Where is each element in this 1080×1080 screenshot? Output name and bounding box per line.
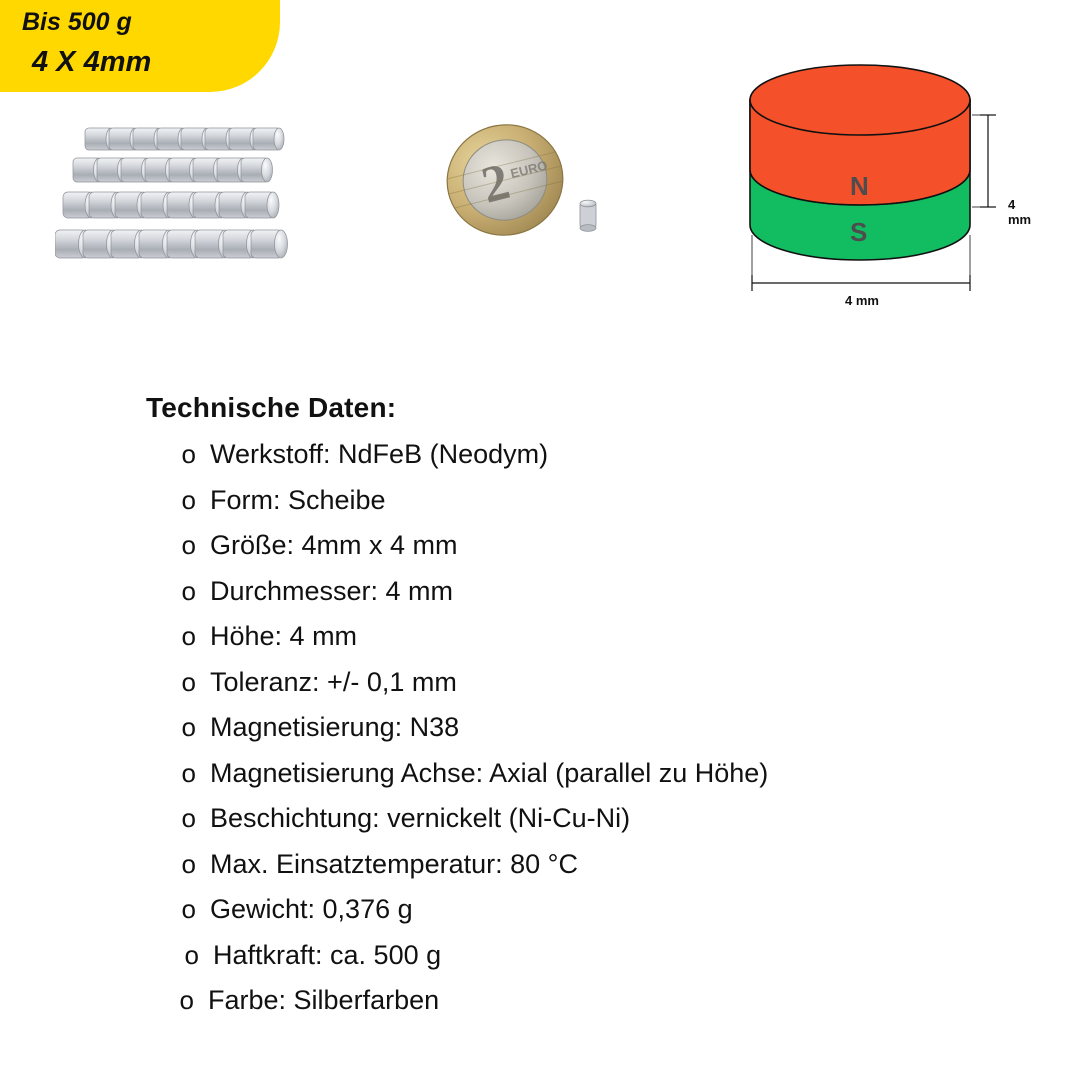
spec-value: Werkstoff: NdFeB (Neodym) — [210, 439, 549, 469]
width-dimension-label: 4 mm — [845, 293, 879, 308]
bullet-marker: o — [181, 530, 196, 560]
list-item — [0, 432, 1080, 478]
bullet-marker: o — [181, 666, 196, 697]
bullet-marker: o — [181, 712, 196, 742]
spec-value: Höhe: 4 mm — [210, 621, 358, 651]
bullet-marker: o — [179, 985, 194, 1015]
magnet-stack-illustration — [55, 120, 305, 310]
bullet-marker: o — [181, 439, 196, 469]
spec-value: Durchmesser: 4 mm — [210, 575, 454, 606]
height-dimension-label: 4 mm — [1008, 197, 1032, 227]
spec-value: Größe: 4mm x 4 mm — [210, 530, 458, 560]
list-item — [0, 933, 1080, 979]
list-item — [0, 478, 1080, 524]
list-item — [0, 751, 1080, 797]
coin-illustration — [440, 120, 640, 260]
north-pole-label: N — [850, 171, 869, 201]
promo-badge — [0, 0, 280, 92]
bullet-marker: o — [181, 575, 196, 606]
specs-list — [0, 432, 1080, 1024]
spec-value: Beschichtung: vernickelt (Ni-Cu-Ni) — [210, 803, 631, 833]
spec-value: Max. Einsatztemperatur: 80 °C — [210, 848, 578, 879]
bullet-marker: o — [181, 894, 196, 924]
specs-title: Technische Daten: — [146, 392, 397, 423]
list-item — [0, 523, 1080, 569]
spec-value: Magnetisierung Achse: Axial (parallel zu Höhe) — [210, 757, 769, 788]
spec-value: Gewicht: 0,376 g — [210, 894, 413, 924]
south-pole-label: S — [850, 217, 868, 247]
magnet-stack-photo — [55, 120, 305, 310]
list-item — [0, 887, 1080, 933]
dimension-diagram — [740, 55, 1040, 320]
svg-text:2: 2 — [476, 153, 516, 215]
list-item — [0, 796, 1080, 842]
euro-coin-size-comparison — [440, 120, 640, 260]
list-item — [0, 842, 1080, 888]
spec-value: Toleranz: +/- 0,1 mm — [210, 666, 457, 697]
list-item — [0, 569, 1080, 615]
bullet-marker: o — [181, 484, 196, 515]
spec-value: Farbe: Silberfarben — [208, 985, 440, 1015]
list-item — [0, 705, 1080, 751]
bullet-marker: o — [181, 848, 196, 879]
bullet-marker: o — [184, 939, 199, 970]
list-item — [0, 614, 1080, 660]
spec-value: Haftkraft: ca. 500 g — [213, 939, 442, 970]
svg-text:EURO: EURO — [508, 157, 549, 182]
bullet-marker: o — [181, 803, 196, 833]
spec-value: Magnetisierung: N38 — [210, 712, 460, 742]
list-item — [0, 660, 1080, 706]
bullet-marker: o — [181, 621, 196, 651]
spec-value: Form: Scheibe — [210, 484, 386, 515]
technical-data-section — [0, 392, 1080, 1024]
badge-force-label: Bis 500 g — [22, 8, 132, 36]
badge-size-label: 4 X 4mm — [32, 46, 152, 78]
magnet-dimension-illustration — [740, 55, 1040, 320]
bullet-marker: o — [181, 757, 196, 788]
list-item — [0, 978, 1080, 1024]
